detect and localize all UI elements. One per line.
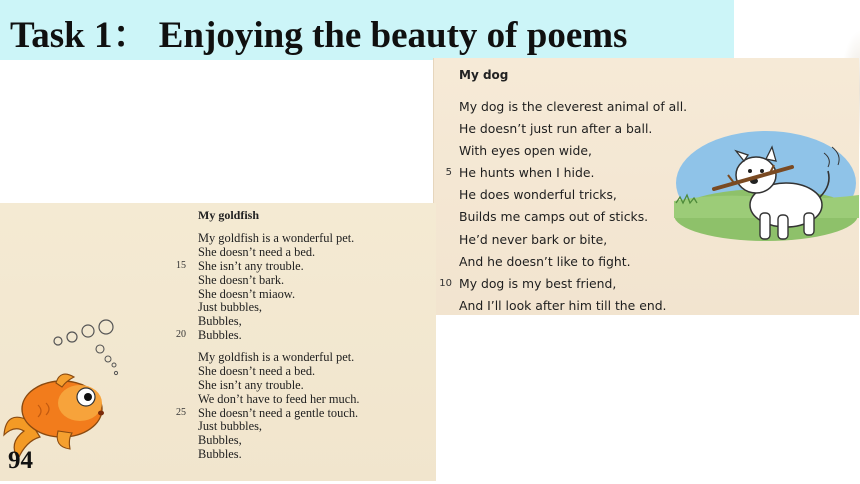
line-text: She doesn’t need a gentle touch.: [198, 405, 359, 420]
poem-line: [434, 206, 694, 228]
line-text: We don’t have to feed her much.: [198, 391, 360, 406]
poem-line: [434, 140, 694, 162]
line-text: My goldfish is a wonderful pet.: [198, 231, 355, 245]
poem-line: [434, 96, 694, 118]
poem-line: [0, 245, 436, 259]
line-number: 5: [445, 167, 452, 179]
goldfish-poem-title: My goldfish: [198, 208, 260, 222]
line-text: Bubbles,: [198, 433, 242, 448]
poem-line: [434, 162, 694, 184]
poem-line: [0, 287, 436, 301]
line-text: She doesn’t need a bed.: [198, 244, 316, 259]
poem-line: [434, 118, 694, 140]
dog-with-stick-illustration: [674, 123, 859, 253]
line-text: With eyes open wide,: [459, 143, 592, 159]
line-number: 25: [176, 406, 186, 418]
line-text: Just bubbles,: [198, 419, 263, 434]
line-text: My goldfish is a wonderful pet.: [198, 350, 355, 364]
line-text: She doesn’t miaow.: [198, 286, 296, 301]
line-text: My dog is my best friend,: [459, 275, 617, 291]
line-text: She isn’t any trouble.: [198, 377, 304, 392]
line-number: 10: [439, 277, 452, 289]
line-text: My dog is the cleverest animal of all.: [459, 99, 688, 114]
line-text: He doesn’t just run after a ball.: [459, 121, 653, 137]
line-text: Bubbles.: [198, 328, 242, 343]
line-text: And I’ll look after him till the end.: [459, 297, 667, 313]
poem-line: [434, 229, 694, 251]
goldfish-poem-page: [0, 203, 436, 481]
line-number: 15: [176, 259, 186, 271]
poem-line: [434, 295, 694, 317]
poem-line: [0, 273, 436, 287]
dog-poem-page: [433, 58, 859, 315]
line-text: She doesn’t need a bed.: [198, 363, 316, 378]
line-text: He does wonderful tricks,: [459, 187, 617, 203]
line-text: She isn’t any trouble.: [198, 258, 304, 273]
line-text: Bubbles,: [198, 314, 242, 329]
goldfish-with-bubbles-illustration: [0, 313, 125, 463]
page-title: Task 1： Enjoying the beauty of poems: [10, 15, 628, 56]
poem-line: [0, 259, 436, 273]
line-text: He hunts when I hide.: [459, 165, 595, 181]
line-text: He’d never bark or bite,: [459, 231, 608, 247]
line-text: She doesn’t bark.: [198, 272, 285, 287]
line-text: Just bubbles,: [198, 300, 263, 315]
page-number: 94: [8, 447, 33, 474]
line-text: And he doesn’t like to fight.: [459, 253, 631, 269]
poem-line: [434, 251, 694, 273]
dog-poem-title: My dog: [459, 68, 509, 82]
line-text: Builds me camps out of sticks.: [459, 209, 649, 225]
poem-line: [434, 184, 694, 206]
dog-poem-lines: [434, 96, 694, 317]
line-text: Bubbles.: [198, 447, 242, 462]
line-number: 20: [176, 329, 186, 341]
title-banner: [0, 0, 734, 60]
poem-line: [434, 273, 694, 295]
poem-line: [0, 231, 436, 245]
